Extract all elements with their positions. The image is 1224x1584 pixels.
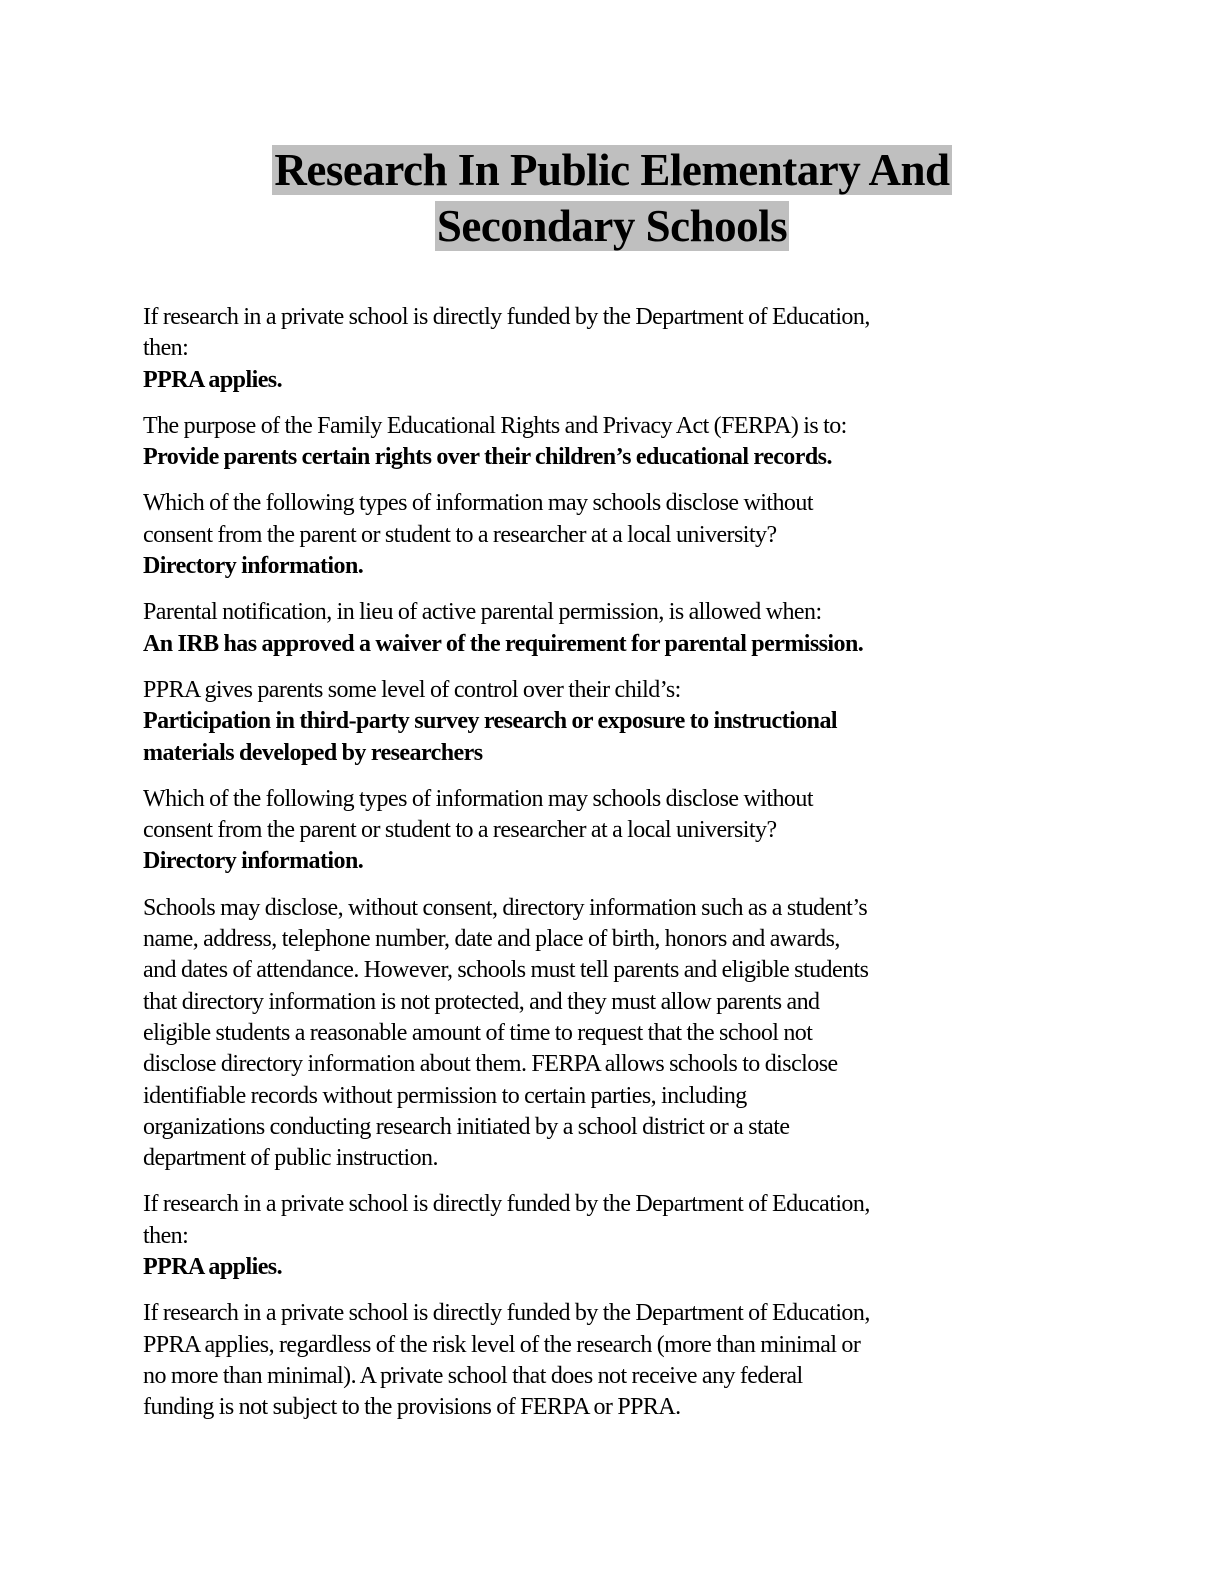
answer-text: PPRA applies. [143, 366, 283, 393]
question-text: The purpose of the Family Educational Rights and Privacy Act (FERPA) is to: [143, 412, 847, 439]
explanation-text: Schools may disclose, without consent, directory information such as a student’s [143, 894, 868, 921]
question-text: consent from the parent or student to a researcher at a local university? [143, 817, 777, 844]
explanation-text: funding is not subject to the provisions of FERPA or PPRA. [143, 1394, 681, 1421]
document-body [143, 302, 1083, 1439]
answer-text: Provide parents certain rights over their children’s educational records. [143, 444, 832, 471]
qa-paragraph-ferpa-purpose [143, 411, 1083, 474]
page-title [0, 142, 1224, 254]
explanation-text: disclose directory information about them. FERPA allows schools to disclose [143, 1051, 838, 1078]
explanation-text: organizations conducting research initiated by a school district or a state [143, 1113, 790, 1140]
question-text: If research in a private school is directly funded by the Department of Education, [143, 1191, 870, 1218]
answer-text: An IRB has approved a waiver of the requirement for parental permission. [143, 630, 864, 657]
question-text: If research in a private school is directly funded by the Department of Education, [143, 304, 870, 330]
explanation-text: name, address, telephone number, date and place of birth, honors and awards, [143, 926, 840, 953]
answer-text: Directory information. [143, 553, 364, 580]
qa-paragraph-ppra-2 [143, 1189, 1083, 1283]
explanation-text: eligible students a reasonable amount of time to request that the school not [143, 1019, 813, 1046]
explanation-text: identifiable records without permission to certain parties, including [143, 1082, 747, 1109]
question-text: consent from the parent or student to a researcher at a local university? [143, 521, 777, 548]
answer-text: Directory information. [143, 848, 364, 875]
explanation-paragraph-directory [143, 893, 1083, 1175]
title-line-2: Secondary Schools [436, 201, 788, 251]
qa-paragraph-directory-1 [143, 488, 1083, 582]
answer-text: Participation in third-party survey research or exposure to instructional [143, 708, 838, 735]
explanation-text: no more than minimal). A private school that does not receive any federal [143, 1362, 803, 1389]
explanation-text: If research in a private school is directly funded by the Department of Education, [143, 1300, 870, 1327]
qa-paragraph-ppra-control [143, 675, 1083, 769]
qa-paragraph-ppra-1 [143, 302, 1083, 396]
question-text: Which of the following types of information may schools disclose without [143, 490, 813, 517]
explanation-paragraph-ppra [143, 1298, 1083, 1423]
question-text: Which of the following types of information may schools disclose without [143, 785, 813, 812]
explanation-text: department of public instruction. [143, 1145, 438, 1172]
question-text: then: [143, 1222, 189, 1249]
title-line-1: Research In Public Elementary And [274, 145, 950, 195]
explanation-text: that directory information is not protected, and they must allow parents and [143, 988, 820, 1015]
qa-paragraph-directory-2 [143, 784, 1083, 878]
question-text: Parental notification, in lieu of active parental permission, is allowed when: [143, 599, 822, 626]
qa-paragraph-parental-notification [143, 597, 1083, 660]
answer-text: PPRA applies. [143, 1254, 283, 1281]
question-text: then: [143, 335, 189, 362]
explanation-text: and dates of attendance. However, schools must tell parents and eligible students [143, 957, 869, 984]
explanation-text: PPRA applies, regardless of the risk level of the research (more than minimal or [143, 1331, 861, 1358]
question-text: PPRA gives parents some level of control over their child’s: [143, 676, 681, 703]
answer-text: materials developed by researchers [143, 739, 483, 766]
